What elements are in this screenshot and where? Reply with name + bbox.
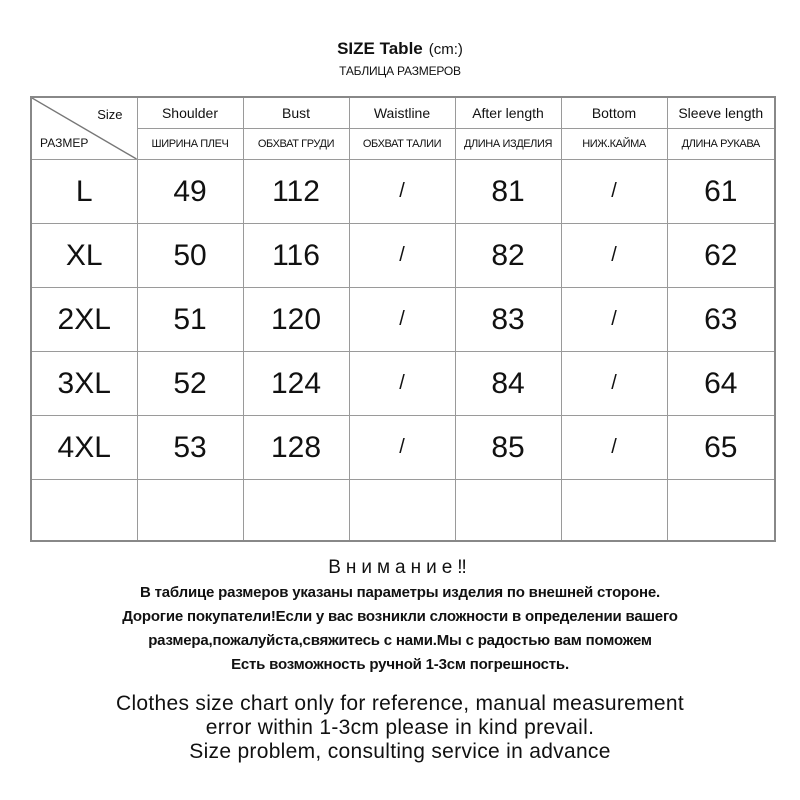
table-cell: 62 <box>667 224 775 288</box>
empty-cell <box>667 480 775 542</box>
table-cell: / <box>561 352 667 416</box>
column-header: Shoulder <box>137 97 243 129</box>
table-cell: 53 <box>137 416 243 480</box>
notice-title: Внимание‼ <box>328 557 472 578</box>
empty-cell <box>561 480 667 542</box>
column-header: Waistline <box>349 97 455 129</box>
table-cell: 124 <box>243 352 349 416</box>
size-cell: 2XL <box>31 288 137 352</box>
table-cell: 81 <box>455 160 561 224</box>
table-cell: / <box>561 160 667 224</box>
column-header-ru: ДЛИНА ИЗДЕЛИЯ <box>455 129 561 160</box>
table-cell: 50 <box>137 224 243 288</box>
size-table <box>30 96 776 542</box>
size-cell: 4XL <box>31 416 137 480</box>
header-row-en <box>31 97 775 129</box>
table-cell: 84 <box>455 352 561 416</box>
column-header-ru: ДЛИНА РУКАВА <box>667 129 775 160</box>
english-note-line: error within 1-3cm please in kind prevail. <box>205 716 595 739</box>
title-block <box>0 38 800 79</box>
table-cell: 65 <box>667 416 775 480</box>
table-cell: 63 <box>667 288 775 352</box>
size-table-container <box>30 96 774 536</box>
notice-line: В таблице размеров указаны параметры изделия по внешней стороне. <box>140 584 660 601</box>
english-note-line: Size problem, consulting service in advance <box>189 740 611 763</box>
table-cell: 51 <box>137 288 243 352</box>
table-cell: 120 <box>243 288 349 352</box>
size-cell: L <box>31 160 137 224</box>
table-cell: 112 <box>243 160 349 224</box>
table-row <box>31 352 775 416</box>
title-unit: (cm:) <box>428 41 463 58</box>
table-cell: 82 <box>455 224 561 288</box>
title-text: SIZE Table <box>337 39 423 58</box>
table-cell: 64 <box>667 352 775 416</box>
header-row-ru <box>31 129 775 160</box>
table-cell: / <box>561 288 667 352</box>
table-cell: / <box>561 416 667 480</box>
notice-line: Есть возможность ручной 1-3см погрешность. <box>231 656 569 673</box>
column-header: Bottom <box>561 97 667 129</box>
empty-row <box>31 480 775 542</box>
table-cell: / <box>561 224 667 288</box>
table-cell: 83 <box>455 288 561 352</box>
notice-line: размера,пожалуйста,свяжитесь с нами.Мы с радостью вам поможем <box>148 632 652 649</box>
table-cell: 85 <box>455 416 561 480</box>
page-subtitle: ТАБЛИЦА РАЗМЕРОВ <box>339 64 461 78</box>
corner-size-label-ru: РАЗМЕР <box>40 136 89 150</box>
table-cell: 52 <box>137 352 243 416</box>
table-cell: 116 <box>243 224 349 288</box>
table-row <box>31 160 775 224</box>
notice-block <box>0 555 800 677</box>
table-cell: / <box>349 416 455 480</box>
size-cell: XL <box>31 224 137 288</box>
empty-cell <box>31 480 137 542</box>
table-cell: / <box>349 224 455 288</box>
column-header: Sleeve length <box>667 97 775 129</box>
table-row <box>31 288 775 352</box>
table-cell: 61 <box>667 160 775 224</box>
column-header: After length <box>455 97 561 129</box>
empty-cell <box>349 480 455 542</box>
english-note-line: Clothes size chart only for reference, manual measurement <box>115 692 685 715</box>
column-header-ru: ОБХВАТ ГРУДИ <box>243 129 349 160</box>
column-header-ru: НИЖ.КАЙМА <box>561 129 667 160</box>
table-cell: 49 <box>137 160 243 224</box>
notice-line: Дорогие покупатели!Если у вас возникли сложности в определении вашего <box>122 608 678 625</box>
table-cell: / <box>349 352 455 416</box>
table-row <box>31 416 775 480</box>
table-cell: / <box>349 288 455 352</box>
column-header-ru: ОБХВАТ ТАЛИИ <box>349 129 455 160</box>
page-title <box>0 38 800 61</box>
column-header-ru: ШИРИНА ПЛЕЧ <box>137 129 243 160</box>
corner-cell <box>31 97 137 160</box>
empty-cell <box>137 480 243 542</box>
table-cell: / <box>349 160 455 224</box>
table-row <box>31 224 775 288</box>
corner-size-label: Size <box>97 107 123 122</box>
table-cell: 128 <box>243 416 349 480</box>
column-header: Bust <box>243 97 349 129</box>
empty-cell <box>243 480 349 542</box>
size-cell: 3XL <box>31 352 137 416</box>
empty-cell <box>455 480 561 542</box>
english-note <box>0 692 800 764</box>
